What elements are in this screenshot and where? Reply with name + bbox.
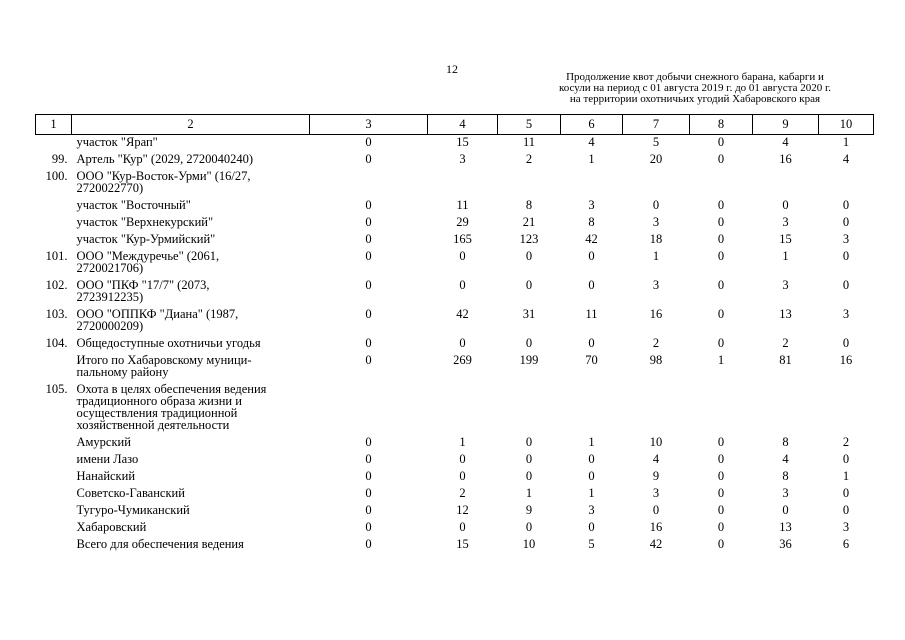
cell-value: 8 [525, 198, 533, 212]
table-row [36, 434, 874, 451]
row-number: 101. [45, 249, 68, 263]
cell-value: 11 [585, 307, 598, 321]
cell-value: 0 [717, 152, 725, 166]
cell-value: 4 [652, 452, 660, 466]
cell-value: 1 [459, 435, 466, 449]
row-number: 100. [45, 169, 68, 183]
column-header: 3 [310, 115, 428, 135]
cell-value: 1 [842, 135, 850, 149]
cell-value: 11 [456, 198, 469, 212]
cell-value: 3 [782, 278, 789, 292]
cell-value: 70 [585, 353, 598, 367]
table-row [36, 519, 874, 536]
cell-value [690, 168, 753, 197]
cell-value: 0 [365, 486, 372, 500]
cell-value: 0 [717, 469, 725, 483]
table-caption [525, 72, 865, 105]
cell-value: 2 [842, 435, 850, 449]
cell-value: 0 [842, 336, 850, 350]
cell-value: 3 [588, 198, 595, 212]
caption-line: косули на период с 01 августа 2019 г. до 01 августа 2020 г. [558, 82, 831, 94]
cell-value: 3 [652, 278, 660, 292]
row-name: имени Лазо [76, 452, 139, 466]
row-name: Амурский [76, 435, 131, 449]
cell-value: 0 [717, 520, 725, 534]
cell-value: 3 [782, 215, 789, 229]
column-header: 9 [753, 115, 819, 135]
cell-value: 0 [842, 486, 850, 500]
row-name: ООО "ПКФ "17/7" (2073, 2723912235) [76, 278, 210, 304]
cell-value: 0 [842, 452, 850, 466]
column-header: 8 [690, 115, 753, 135]
cell-value: 4 [782, 135, 789, 149]
cell-value: 10 [649, 435, 663, 449]
cell-value: 3 [588, 503, 595, 517]
cell-value [623, 381, 690, 434]
cell-value: 0 [459, 469, 466, 483]
row-number [36, 434, 72, 451]
cell-value: 0 [365, 537, 372, 551]
cell-value: 1 [782, 249, 789, 263]
table-row [36, 168, 874, 197]
table-row [36, 306, 874, 335]
table-row [36, 381, 874, 434]
cell-value [623, 168, 690, 197]
cell-value: 42 [649, 537, 663, 551]
cell-value: 3 [459, 152, 466, 166]
row-number [36, 352, 72, 381]
row-number [36, 197, 72, 214]
row-name: ООО "ОППКФ "Диана" (1987, 2720000209) [76, 307, 239, 333]
cell-value: 0 [717, 307, 725, 321]
cell-value: 3 [842, 520, 850, 534]
header-row [36, 115, 874, 135]
cell-value: 15 [456, 537, 469, 551]
cell-value: 3 [652, 215, 660, 229]
table-row [36, 536, 874, 553]
caption-line: на территории охотничьих угодий Хабаровского края [569, 93, 821, 105]
cell-value: 0 [588, 452, 595, 466]
row-name: участок "Восточный" [76, 198, 191, 212]
cell-value: 0 [842, 249, 850, 263]
cell-value: 1 [842, 469, 850, 483]
row-number [36, 519, 72, 536]
cell-value: 0 [525, 469, 533, 483]
row-name: участок "Кур-Урмийский" [76, 232, 216, 246]
cell-value: 0 [842, 503, 850, 517]
cell-value: 9 [525, 503, 533, 517]
column-header: 10 [819, 115, 874, 135]
cell-value [428, 381, 498, 434]
cell-value: 0 [717, 232, 725, 246]
cell-value: 0 [365, 336, 372, 350]
cell-value [561, 381, 623, 434]
cell-value: 8 [588, 215, 595, 229]
cell-value: 0 [525, 452, 533, 466]
cell-value: 0 [365, 503, 372, 517]
cell-value [310, 381, 428, 434]
cell-value: 0 [525, 336, 533, 350]
cell-value: 0 [717, 435, 725, 449]
cell-value: 16 [779, 152, 792, 166]
table-row [36, 151, 874, 168]
cell-value: 0 [782, 503, 789, 517]
cell-value [753, 381, 819, 434]
cell-value: 2 [459, 486, 466, 500]
cell-value: 0 [459, 520, 466, 534]
cell-value: 0 [365, 469, 372, 483]
cell-value: 5 [652, 135, 660, 149]
cell-value: 81 [779, 353, 792, 367]
cell-value [561, 168, 623, 197]
cell-value: 0 [588, 249, 595, 263]
cell-value: 1 [717, 353, 725, 367]
cell-value: 8 [782, 435, 789, 449]
table-row [36, 135, 874, 152]
table-row [36, 468, 874, 485]
cell-value: 0 [459, 249, 466, 263]
cell-value: 0 [365, 435, 372, 449]
cell-value [310, 168, 428, 197]
cell-value: 0 [365, 249, 372, 263]
row-number [36, 468, 72, 485]
cell-value: 21 [522, 215, 536, 229]
cell-value: 0 [717, 278, 725, 292]
row-name: Нанайский [76, 469, 136, 483]
cell-value: 0 [717, 135, 725, 149]
cell-value: 6 [842, 537, 850, 551]
cell-value: 0 [782, 198, 789, 212]
table-row [36, 502, 874, 519]
cell-value: 0 [717, 215, 725, 229]
cell-value: 0 [588, 520, 595, 534]
cell-value: 0 [525, 278, 533, 292]
table-row [36, 231, 874, 248]
quota-table [35, 114, 874, 553]
row-name: Итого по Хабаровскому муници- пальному району [76, 353, 252, 379]
table-row [36, 485, 874, 502]
cell-value: 4 [782, 452, 789, 466]
cell-value: 0 [588, 278, 595, 292]
cell-value: 0 [365, 215, 372, 229]
cell-value: 0 [365, 520, 372, 534]
table-row [36, 451, 874, 468]
cell-value: 11 [522, 135, 536, 149]
cell-value: 0 [717, 249, 725, 263]
table-row [36, 248, 874, 277]
table-row [36, 277, 874, 306]
row-number: 99. [51, 152, 68, 166]
table-row [36, 214, 874, 231]
cell-value: 0 [365, 452, 372, 466]
cell-value: 16 [839, 353, 853, 367]
column-header: 1 [36, 115, 72, 135]
cell-value: 4 [842, 152, 850, 166]
row-number [36, 451, 72, 468]
cell-value: 0 [459, 336, 466, 350]
cell-value: 2 [652, 336, 660, 350]
cell-value: 18 [649, 232, 663, 246]
cell-value [428, 168, 498, 197]
cell-value [819, 168, 874, 197]
cell-value: 0 [365, 232, 372, 246]
cell-value: 13 [779, 307, 792, 321]
cell-value: 2 [782, 336, 789, 350]
row-number: 102. [45, 278, 68, 292]
row-number [36, 485, 72, 502]
cell-value: 31 [522, 307, 536, 321]
column-header: 4 [428, 115, 498, 135]
cell-value: 0 [365, 198, 372, 212]
cell-value: 0 [588, 336, 595, 350]
cell-value: 16 [649, 520, 663, 534]
cell-value: 29 [456, 215, 469, 229]
cell-value [819, 381, 874, 434]
cell-value: 1 [588, 152, 595, 166]
row-name: Артель "Кур" (2029, 2720040240) [76, 152, 253, 166]
cell-value: 1 [588, 435, 595, 449]
cell-value [498, 168, 561, 197]
cell-value: 42 [585, 232, 598, 246]
cell-value: 3 [842, 232, 850, 246]
cell-value: 0 [842, 278, 850, 292]
cell-value [498, 381, 561, 434]
cell-value: 0 [365, 278, 372, 292]
cell-value: 0 [525, 520, 533, 534]
cell-value: 3 [842, 307, 850, 321]
cell-value: 0 [365, 152, 372, 166]
cell-value: 0 [842, 215, 850, 229]
row-name: ООО "Междуречье" (2061, 2720021706) [76, 249, 220, 275]
cell-value: 0 [717, 198, 725, 212]
cell-value: 1 [588, 486, 595, 500]
row-name: участок "Ярап" [76, 135, 158, 149]
cell-value: 20 [649, 152, 663, 166]
cell-value: 1 [652, 249, 660, 263]
column-header: 2 [72, 115, 310, 135]
row-name: Всего для обеспечения ведения [76, 537, 244, 551]
cell-value [753, 168, 819, 197]
cell-value: 5 [588, 537, 595, 551]
cell-value: 0 [717, 336, 725, 350]
cell-value: 13 [779, 520, 792, 534]
cell-value: 16 [649, 307, 663, 321]
cell-value: 0 [365, 135, 372, 149]
row-number: 103. [45, 307, 68, 321]
cell-value: 4 [588, 135, 595, 149]
cell-value: 98 [649, 353, 663, 367]
column-header: 7 [623, 115, 690, 135]
cell-value: 0 [842, 198, 850, 212]
row-name: Охота в целях обеспечения ведения традиционного образа жизни и осуществления традиционной хозяйственной деятельности [76, 382, 267, 432]
table-row [36, 335, 874, 352]
row-name: участок "Верхнекурский" [76, 215, 214, 229]
cell-value: 269 [453, 353, 472, 367]
row-number [36, 214, 72, 231]
table-row [36, 197, 874, 214]
cell-value: 15 [456, 135, 469, 149]
row-number [36, 135, 72, 152]
column-header: 5 [498, 115, 561, 135]
cell-value: 0 [365, 307, 372, 321]
row-name: ООО "Кур-Восток-Урми" (16/27, 2720022770) [76, 169, 251, 195]
cell-value: 0 [365, 353, 372, 367]
caption-line: Продолжение квот добычи снежного барана, кабарги и [566, 71, 824, 83]
cell-value: 36 [779, 537, 792, 551]
cell-value: 0 [525, 249, 533, 263]
cell-value: 42 [456, 307, 469, 321]
column-header: 6 [561, 115, 623, 135]
cell-value: 0 [459, 452, 466, 466]
cell-value: 0 [525, 435, 533, 449]
cell-value: 0 [588, 469, 595, 483]
cell-value: 0 [717, 452, 725, 466]
row-name: Общедоступные охотничьи угодья [76, 336, 261, 350]
cell-value: 10 [522, 537, 536, 551]
row-number [36, 502, 72, 519]
row-number: 105. [45, 382, 68, 396]
cell-value: 0 [652, 503, 660, 517]
page-number: 12 [446, 62, 458, 76]
cell-value: 9 [652, 469, 660, 483]
cell-value: 123 [519, 232, 539, 246]
row-name: Хабаровский [76, 520, 147, 534]
cell-value: 12 [456, 503, 469, 517]
cell-value: 165 [453, 232, 472, 246]
cell-value: 1 [525, 486, 533, 500]
table-row [36, 352, 874, 381]
row-name: Советско-Гаванский [76, 486, 185, 500]
cell-value: 15 [779, 232, 792, 246]
cell-value: 0 [717, 486, 725, 500]
cell-value: 3 [782, 486, 789, 500]
cell-value: 8 [782, 469, 789, 483]
cell-value: 0 [652, 198, 660, 212]
row-number [36, 536, 72, 553]
cell-value: 0 [717, 503, 725, 517]
cell-value [690, 381, 753, 434]
cell-value: 0 [459, 278, 466, 292]
cell-value: 2 [525, 152, 533, 166]
row-name: Тугуро-Чумиканский [76, 503, 190, 517]
row-number [36, 231, 72, 248]
cell-value: 0 [717, 537, 725, 551]
row-number: 104. [45, 336, 68, 350]
cell-value: 199 [519, 353, 539, 367]
table-body [36, 135, 874, 554]
cell-value: 3 [652, 486, 660, 500]
